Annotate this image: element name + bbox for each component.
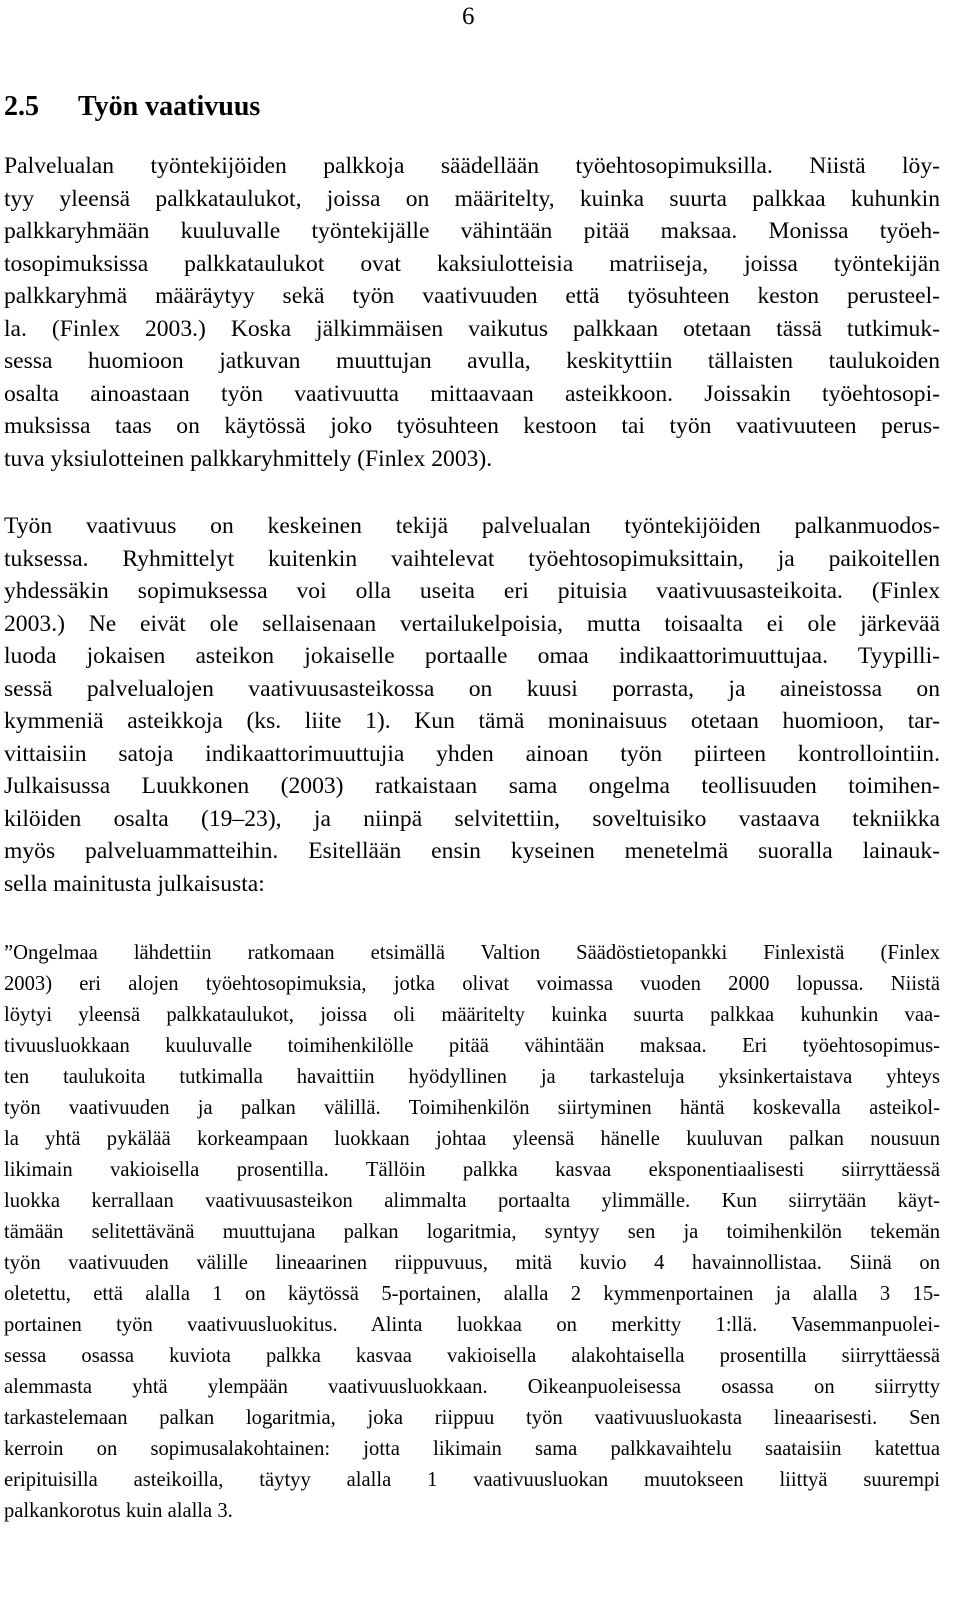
text-line: tyy yleensä palkkataulukot, joissa on määritelty, kuinka suurta palkkaa kuhunkin [4,185,940,212]
quote-line: tivuusluokkaan kuuluvalle toimihenkilölle pitää vähintään maksaa. Eri työehtosopimus- [4,1035,940,1057]
text-line: Työn vaativuus on keskeinen tekijä palvelualan työntekijöiden palkanmuodos- [4,513,940,539]
text-line: tosopimuksissa palkkataulukot ovat kaksiulotteisia matriiseja, joissa työntekijän [4,250,940,277]
quote-line: työn vaativuuden ja palkan välillä. Toimihenkilön siirtyminen häntä koskevalla asteikol- [4,1097,940,1119]
quote-line: tarkastelemaan palkan logaritmia, joka riippuu työn vaativuusluokasta lineaarisesti. Sen [4,1407,940,1429]
text-line: myös palveluammatteihin. Esitellään ensin kyseinen menetelmä suoralla lainauk- [4,838,940,864]
text-line: osalta ainoastaan työn vaativuutta mittaavaan asteikkoon. Joissakin työehtosopi- [4,380,940,407]
section-heading [4,90,260,124]
section-number: 2.5 [4,91,39,122]
block-quote [4,938,940,1527]
quote-line: likimain vakioisella prosentilla. Tällöin palkka kasvaa eksponentiaalisesti siirryttäessä [4,1159,940,1181]
text-line: sessä palvelualojen vaativuusasteikossa on kuusi porrasta, ja aineistossa on [4,675,940,702]
paragraph-2 [4,510,940,900]
text-line: sessa huomioon jatkuvan muuttujan avulla, keskityttiin tällaisten taulukoiden [4,348,940,374]
text-line: sella mainitusta julkaisusta: [4,870,265,897]
quote-line: työn vaativuuden välille lineaarinen riippuvuus, mitä kuvio 4 havainnollistaa. Siinä on [4,1252,940,1274]
quote-line: oletettu, että alalla 1 on käytössä 5-portainen, alalla 2 kymmenportainen ja alalla 3 15- [4,1283,940,1305]
text-line: yhdessäkin sopimuksessa voi olla useita eri pituisia vaativuusasteikoita. (Finlex [4,578,940,604]
text-line: 2003.) Ne eivät ole sellaisenaan vertailukelpoisia, mutta toisaalta ei ole järkevää [4,610,940,637]
quote-line: luokka kerrallaan vaativuusasteikon alimmalta portaalta ylimmälle. Kun siirrytään käyt- [4,1190,940,1212]
text-line: muksissa taas on käytössä joko työsuhteen kestoon tai työn vaativuuteen perus- [4,413,940,439]
quote-line: 2003) eri alojen työehtosopimuksia, jotka olivat voimassa vuoden 2000 lopussa. Niistä [4,973,940,995]
text-line: tuksessa. Ryhmittelyt kuitenkin vaihtelevat työehtosopimuksittain, ja paikoitellen [4,545,940,572]
quote-line: alemmasta yhtä ylempään vaativuusluokkaan. Oikeanpuoleisessa osassa on siirrytty [4,1376,940,1398]
quote-line: löytyi yleensä palkkataulukot, joissa oli määritelty kuinka suurta palkkaa kuhunkin vaa- [4,1004,940,1026]
text-line: luoda jokaisen asteikon jokaiselle portaalle omaa indikaattorimuuttujaa. Tyypilli- [4,643,940,669]
paragraph-1-text [4,150,940,475]
text-line: la. (Finlex 2003.) Koska jälkimmäisen vaikutus palkkaan otetaan tässä tutkimuk- [4,315,940,342]
quote-line: portainen työn vaativuusluokitus. Alinta luokkaa on merkitty 1:llä. Vasemmanpuolei- [4,1314,940,1336]
text-line: kymmeniä asteikkoja (ks. liite 1). Kun tämä moninaisuus otetaan huomioon, tar- [4,708,940,734]
text-line: vittaisiin satoja indikaattorimuuttujia yhden ainoan työn piirteen kontrollointiin. [4,740,940,767]
quote-line: ten taulukoita tutkimalla havaittiin hyödyllinen ja tarkasteluja yksinkertaistava yhteys [4,1066,940,1088]
text-line: Julkaisussa Luukkonen (2003) ratkaistaan sama ongelma teollisuuden toimihen- [4,773,940,799]
text-line: tuva yksiulotteinen palkkaryhmittely (Finlex 2003). [4,445,493,472]
text-line: Palvelualan työntekijöiden palkkoja säädellään työehtosopimuksilla. Niistä löy- [4,153,940,179]
text-line: kilöiden osalta (19–23), ja niinpä selvitettiin, soveltuisiko vastaava tekniikka [4,805,940,832]
quote-line: sessa osassa kuviota palkka kasvaa vakioisella alakohtaisella prosentilla siirryttäessä [4,1345,940,1367]
section-title: Työn vaativuus [78,91,261,122]
block-quote-text [4,938,940,1527]
quote-line: la yhtä pykälää korkeampaan luokkaan johtaa yleensä hänelle kuuluvan palkan nousuun [4,1128,940,1150]
text-line: palkkaryhmään kuuluvalle työntekijälle vähintään pitää maksaa. Monissa työeh- [4,218,940,244]
text-line: palkkaryhmä määräytyy sekä työn vaativuuden että työsuhteen keston perusteel- [4,283,940,309]
quote-line: eripituisilla asteikoilla, täytyy alalla 1 vaativuusluokan muutokseen liittyä suurempi [4,1469,940,1491]
quote-line: tämään selitettävänä muuttujana palkan logaritmia, syntyy sen ja toimihenkilön tekemän [4,1221,940,1243]
page-number: 6 [462,3,475,30]
paragraph-1 [4,150,940,475]
quote-line: ”Ongelmaa lähdettiin ratkomaan etsimällä Valtion Säädöstietopankki Finlexistä (Finlex [4,942,940,964]
quote-line: kerroin on sopimusalakohtainen: jotta likimain sama palkkavaihtelu saataisiin katettua [4,1438,940,1460]
paragraph-2-text [4,510,940,900]
quote-line: palkankorotus kuin alalla 3. [4,1500,233,1522]
